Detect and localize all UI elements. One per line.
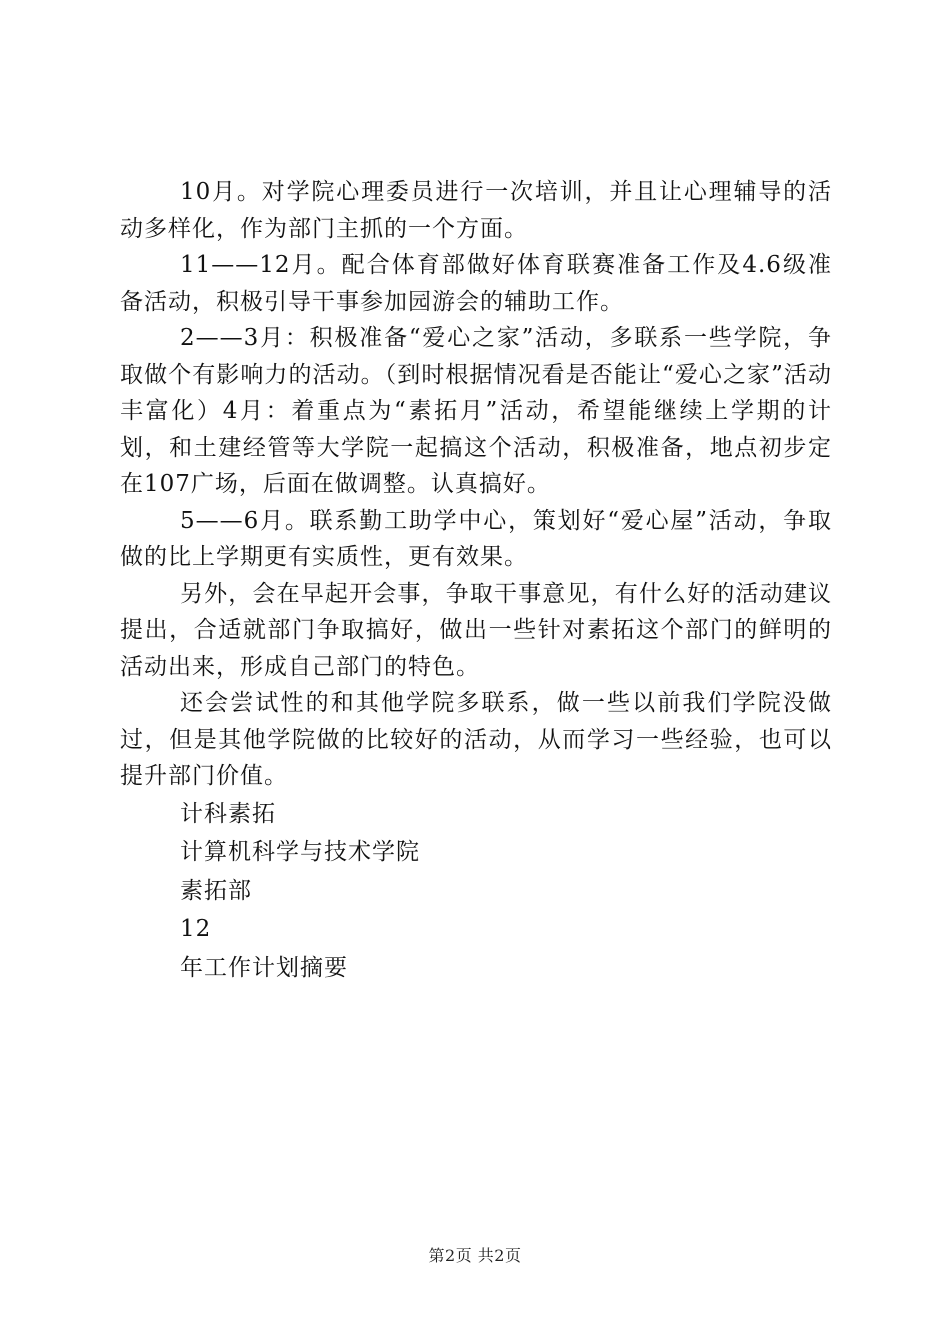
- document-body: [120, 174, 832, 987]
- paragraph-additionally: 另外，会在早起开会事，争取干事意见，有什么好的活动建议提出，合适就部门争取搞好，做出一些针对素拓这个部门的鲜明的活动出来，形成自己部门的特色。: [120, 580, 832, 680]
- paragraph-collaboration: 还会尝试性的和其他学院多联系，做一些以前我们学院没做过，但是其他学院做的比较好的活动，从而学习一些经验，也可以提升部门价值。: [120, 690, 832, 789]
- signature-block: [120, 795, 832, 988]
- page-number-footer: 第2页 共2页: [428, 1246, 522, 1265]
- paragraph-february-april: 2——3月：积极准备“爱心之家”活动，多联系一些学院，争取做个有影响力的活动。（到时根据情况看是否能让“爱心之家”活动丰富化）4月：着重点为“素拓月”活动，希望能继续上学期的计划，和土建经管等大学院一起搞这个活动，积极准备，地点初步定在107广场，后面在做调整。认真搞好。: [120, 325, 832, 497]
- signature-year: 12: [180, 916, 212, 942]
- signature-department: 素拓部: [180, 877, 252, 904]
- paragraph-november-december: 11——12月。配合体育部做好体育联赛准备工作及4.6级准备活动，积极引导干事参加园游会的辅助工作。: [120, 252, 832, 315]
- paragraph-october: 10月。对学院心理委员进行一次培训，并且让心理辅导的活动多样化，作为部门主抓的一个方面。: [120, 179, 832, 242]
- signature-dept-short: 计科素拓: [180, 800, 276, 827]
- paragraph-may-june: 5——6月。联系勤工助学中心，策划好“爱心屋”活动，争取做的比上学期更有实质性，更有效果。: [120, 507, 832, 570]
- signature-college: 计算机科学与技术学院: [180, 839, 420, 865]
- signature-title: 年工作计划摘要: [180, 954, 348, 981]
